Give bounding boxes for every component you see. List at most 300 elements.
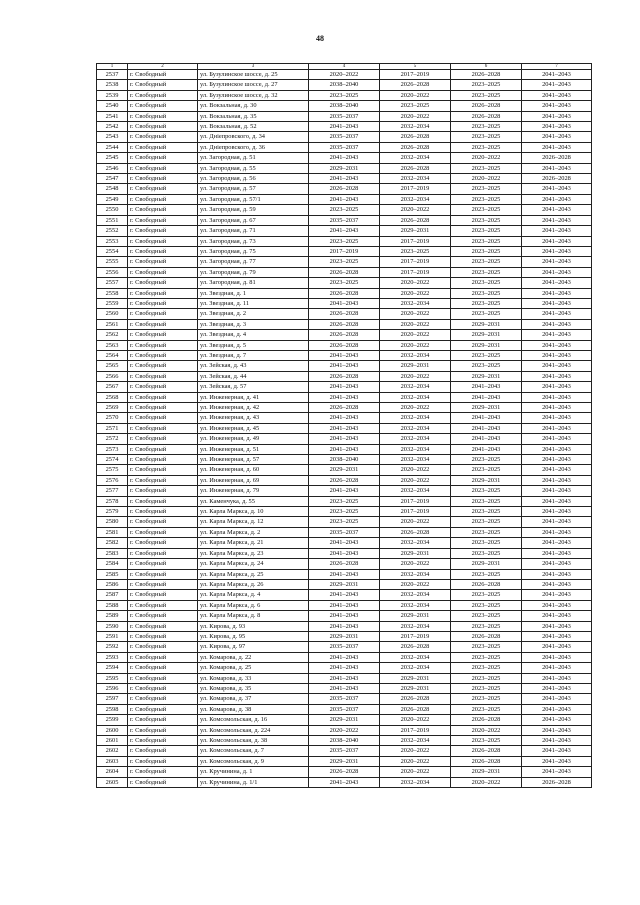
period-col7-cell: 2041–2043 [522,683,592,693]
period-col5-cell: 2029–2031 [380,683,451,693]
address-cell: ул. Загородная, д. 57 [198,184,309,194]
table-row [97,631,592,641]
period-col6-cell: 2023–2025 [451,288,522,298]
settlement-cell: г. Свободный [128,496,198,506]
settlement-cell: г. Свободный [128,486,198,496]
settlement-cell: г. Свободный [128,663,198,673]
table-row [97,122,592,132]
period-col6-cell: 2041–2043 [451,413,522,423]
table-row [97,683,592,693]
period-col6-cell: 2041–2043 [451,444,522,454]
row-number-cell: 2566 [97,371,128,381]
period-col7-cell: 2041–2043 [522,184,592,194]
period-col7-cell: 2041–2043 [522,600,592,610]
period-col5-cell: 2017–2019 [380,496,451,506]
period-col5-cell: 2020–2022 [380,319,451,329]
period-col4-cell: 2038–2040 [309,101,380,111]
table-row [97,715,592,725]
period-col4-cell: 2041–2043 [309,434,380,444]
row-number-cell: 2589 [97,611,128,621]
period-col6-cell: 2023–2025 [451,611,522,621]
table-row [97,132,592,142]
table-row [97,642,592,652]
address-cell: ул. Загородная, д. 59 [198,205,309,215]
row-number-cell: 2581 [97,527,128,537]
period-col7-cell: 2026–2028 [522,153,592,163]
settlement-cell: г. Свободный [128,132,198,142]
period-col5-cell: 2026–2028 [380,694,451,704]
settlement-cell: г. Свободный [128,746,198,756]
period-col7-cell: 2041–2043 [522,455,592,465]
settlement-cell: г. Свободный [128,715,198,725]
period-col6-cell: 2023–2025 [451,538,522,548]
period-col7-cell: 2041–2043 [522,475,592,485]
table-row [97,704,592,714]
period-col4-cell: 2023–2025 [309,507,380,517]
period-col5-cell: 2029–2031 [380,361,451,371]
period-col6-cell: 2020–2022 [451,777,522,787]
period-col5-cell: 2032–2034 [380,621,451,631]
period-col7-cell: 2041–2043 [522,621,592,631]
period-col6-cell: 2023–2025 [451,663,522,673]
period-col6-cell: 2020–2022 [451,174,522,184]
table-row [97,423,592,433]
row-number-cell: 2550 [97,205,128,215]
period-col5-cell: 2032–2034 [380,590,451,600]
period-col5-cell: 2032–2034 [380,600,451,610]
period-col6-cell: 2023–2025 [451,673,522,683]
period-col5-cell: 2029–2031 [380,548,451,558]
period-col6-cell: 2029–2031 [451,403,522,413]
period-col6-cell: 2041–2043 [451,434,522,444]
row-number-cell: 2574 [97,455,128,465]
address-cell: ул. Загородная, д. 67 [198,215,309,225]
address-cell: ул. Дніепровского, д. 34 [198,132,309,142]
settlement-cell: г. Свободный [128,278,198,288]
row-number-cell: 2576 [97,475,128,485]
period-col4-cell: 2035–2037 [309,527,380,537]
period-col7-cell: 2041–2043 [522,444,592,454]
address-cell: ул. Инженерная, д. 79 [198,486,309,496]
period-col4-cell: 2035–2037 [309,694,380,704]
period-col7-cell: 2041–2043 [522,236,592,246]
settlement-cell: г. Свободный [128,652,198,662]
row-number-cell: 2540 [97,101,128,111]
period-col4-cell: 2041–2043 [309,423,380,433]
period-col6-cell: 2023–2025 [451,278,522,288]
period-col5-cell: 2032–2034 [380,663,451,673]
table-row [97,507,592,517]
row-number-cell: 2556 [97,267,128,277]
period-col7-cell: 2041–2043 [522,278,592,288]
period-col6-cell: 2023–2025 [451,507,522,517]
table-row [97,288,592,298]
address-cell: ул. Комсомольская, д. 7 [198,746,309,756]
period-col5-cell: 2017–2019 [380,257,451,267]
row-number-cell: 2604 [97,767,128,777]
period-col4-cell: 2026–2028 [309,340,380,350]
address-cell: ул. Комарова, д. 25 [198,663,309,673]
row-number-cell: 2549 [97,194,128,204]
settlement-cell: г. Свободный [128,153,198,163]
address-cell: ул. Инженерная, д. 69 [198,475,309,485]
settlement-cell: г. Свободный [128,777,198,787]
table-row [97,413,592,423]
period-col5-cell: 2032–2034 [380,194,451,204]
address-cell: ул. Дніепровского, д. 36 [198,142,309,152]
table-row [97,142,592,152]
period-col7-cell: 2041–2043 [522,548,592,558]
period-col5-cell: 2017–2019 [380,725,451,735]
period-col7-cell: 2041–2043 [522,257,592,267]
address-cell: ул. Звездная, д. 1 [198,288,309,298]
row-number-cell: 2541 [97,111,128,121]
period-col6-cell: 2023–2025 [451,736,522,746]
settlement-cell: г. Свободный [128,70,198,80]
address-cell: ул. Кирова, д. 95 [198,631,309,641]
settlement-cell: г. Свободный [128,163,198,173]
period-col6-cell: 2041–2043 [451,423,522,433]
period-col5-cell: 2020–2022 [380,465,451,475]
column-header: 7 [522,64,592,70]
address-cell: ул. Комарова, д. 33 [198,673,309,683]
period-col7-cell: 2041–2043 [522,382,592,392]
period-col4-cell: 2038–2040 [309,455,380,465]
row-number-cell: 2559 [97,298,128,308]
settlement-cell: г. Свободный [128,621,198,631]
period-col4-cell: 2029–2031 [309,579,380,589]
row-number-cell: 2573 [97,444,128,454]
period-col7-cell: 2041–2043 [522,371,592,381]
period-col7-cell: 2041–2043 [522,767,592,777]
settlement-cell: г. Свободный [128,694,198,704]
address-cell: ул. Комарова, д. 38 [198,704,309,714]
settlement-cell: г. Свободный [128,423,198,433]
period-col6-cell: 2023–2025 [451,704,522,714]
period-col5-cell: 2017–2019 [380,236,451,246]
settlement-cell: г. Свободный [128,246,198,256]
settlement-cell: г. Свободный [128,111,198,121]
row-number-cell: 2572 [97,434,128,444]
period-col6-cell: 2029–2031 [451,475,522,485]
period-col7-cell: 2041–2043 [522,694,592,704]
address-cell: ул. Инженерная, д. 43 [198,413,309,423]
address-cell: ул. Карла Маркса, д. 26 [198,579,309,589]
period-col4-cell: 2026–2028 [309,184,380,194]
period-col4-cell: 2023–2025 [309,257,380,267]
table-row [97,226,592,236]
period-col4-cell: 2035–2037 [309,132,380,142]
table-row [97,475,592,485]
period-col7-cell: 2041–2043 [522,122,592,132]
period-col7-cell: 2041–2043 [522,569,592,579]
period-col4-cell: 2023–2025 [309,236,380,246]
period-col6-cell: 2029–2031 [451,371,522,381]
table-row [97,569,592,579]
period-col5-cell: 2020–2022 [380,205,451,215]
settlement-cell: г. Свободный [128,205,198,215]
table-row [97,590,592,600]
period-col5-cell: 2032–2034 [380,392,451,402]
period-col7-cell: 2041–2043 [522,319,592,329]
period-col4-cell: 2023–2025 [309,278,380,288]
table-row [97,496,592,506]
period-col7-cell: 2041–2043 [522,715,592,725]
period-col6-cell: 2023–2025 [451,600,522,610]
period-col6-cell: 2023–2025 [451,205,522,215]
housing-register-table [96,63,592,788]
period-col6-cell: 2041–2043 [451,382,522,392]
period-col4-cell: 2026–2028 [309,403,380,413]
settlement-cell: г. Свободный [128,350,198,360]
row-number-cell: 2592 [97,642,128,652]
period-col4-cell: 2026–2028 [309,309,380,319]
period-col5-cell: 2020–2022 [380,715,451,725]
period-col5-cell: 2026–2028 [380,527,451,537]
period-col5-cell: 2020–2022 [380,746,451,756]
period-col7-cell: 2041–2043 [522,746,592,756]
period-col5-cell: 2032–2034 [380,736,451,746]
period-col7-cell: 2041–2043 [522,559,592,569]
settlement-cell: г. Свободный [128,319,198,329]
row-number-cell: 2579 [97,507,128,517]
period-col4-cell: 2020–2022 [309,725,380,735]
period-col4-cell: 2023–2025 [309,517,380,527]
period-col6-cell: 2023–2025 [451,309,522,319]
period-col7-cell: 2041–2043 [522,226,592,236]
period-col5-cell: 2017–2019 [380,70,451,80]
table-row [97,371,592,381]
table-row [97,361,592,371]
period-col4-cell: 2041–2043 [309,621,380,631]
table-row [97,184,592,194]
address-cell: ул. Кручинина, д. 1 [198,767,309,777]
period-col7-cell: 2041–2043 [522,423,592,433]
period-col5-cell: 2023–2025 [380,101,451,111]
address-cell: ул. Карла Маркса, д. 8 [198,611,309,621]
period-col7-cell: 2041–2043 [522,736,592,746]
row-number-cell: 2555 [97,257,128,267]
address-cell: ул. Инженерная, д. 49 [198,434,309,444]
table-row [97,80,592,90]
period-col7-cell: 2041–2043 [522,350,592,360]
table-row [97,403,592,413]
period-col4-cell: 2029–2031 [309,756,380,766]
table-row [97,246,592,256]
period-col7-cell: 2041–2043 [522,361,592,371]
settlement-cell: г. Свободный [128,611,198,621]
period-col6-cell: 2023–2025 [451,621,522,631]
row-number-cell: 2580 [97,517,128,527]
period-col6-cell: 2029–2031 [451,330,522,340]
address-cell: ул. Загородная, д. 51 [198,153,309,163]
period-col5-cell: 2017–2019 [380,507,451,517]
period-col4-cell: 2026–2028 [309,767,380,777]
period-col6-cell: 2023–2025 [451,215,522,225]
period-col7-cell: 2041–2043 [522,527,592,537]
table-row [97,434,592,444]
row-number-cell: 2601 [97,736,128,746]
period-col7-cell: 2041–2043 [522,70,592,80]
period-col6-cell: 2026–2028 [451,111,522,121]
settlement-cell: г. Свободный [128,538,198,548]
table-row [97,382,592,392]
row-number-cell: 2562 [97,330,128,340]
period-col7-cell: 2041–2043 [522,725,592,735]
period-col5-cell: 2032–2034 [380,350,451,360]
table-row [97,527,592,537]
period-col4-cell: 2029–2031 [309,465,380,475]
period-col7-cell: 2041–2043 [522,673,592,683]
period-col5-cell: 2020–2022 [380,330,451,340]
period-col5-cell: 2017–2019 [380,267,451,277]
address-cell: ул. Загородная, д. 75 [198,246,309,256]
period-col4-cell: 2041–2043 [309,652,380,662]
period-col5-cell: 2020–2022 [380,309,451,319]
period-col5-cell: 2032–2034 [380,777,451,787]
address-cell: ул. Вокзальная, д. 30 [198,101,309,111]
page-number: 48 [316,34,324,43]
period-col4-cell: 2038–2040 [309,80,380,90]
settlement-cell: г. Свободный [128,444,198,454]
address-cell: ул. Карла Маркса, д. 4 [198,590,309,600]
table-row [97,350,592,360]
period-col4-cell: 2041–2043 [309,382,380,392]
address-cell: ул. Инженерная, д. 41 [198,392,309,402]
period-col7-cell: 2041–2043 [522,611,592,621]
period-col7-cell: 2041–2043 [522,142,592,152]
table-row [97,736,592,746]
period-col5-cell: 2032–2034 [380,382,451,392]
period-col6-cell: 2023–2025 [451,527,522,537]
settlement-cell: г. Свободный [128,725,198,735]
address-cell: ул. Бузулинское шоссе, д. 32 [198,90,309,100]
row-number-cell: 2567 [97,382,128,392]
period-col6-cell: 2023–2025 [451,236,522,246]
period-col5-cell: 2032–2034 [380,434,451,444]
period-col4-cell: 2041–2043 [309,663,380,673]
settlement-cell: г. Свободный [128,80,198,90]
settlement-cell: г. Свободный [128,507,198,517]
row-number-cell: 2564 [97,350,128,360]
period-col6-cell: 2029–2031 [451,767,522,777]
period-col4-cell: 2041–2043 [309,683,380,693]
address-cell: ул. Бузулинское шоссе, д. 27 [198,80,309,90]
row-number-cell: 2596 [97,683,128,693]
period-col6-cell: 2023–2025 [451,142,522,152]
address-cell: ул. Загородная, д. 71 [198,226,309,236]
row-number-cell: 2586 [97,579,128,589]
row-number-cell: 2560 [97,309,128,319]
settlement-cell: г. Свободный [128,194,198,204]
address-cell: ул. Карла Маркса, д. 25 [198,569,309,579]
period-col4-cell: 2041–2043 [309,611,380,621]
row-number-cell: 2539 [97,90,128,100]
row-number-cell: 2578 [97,496,128,506]
period-col4-cell: 2041–2043 [309,122,380,132]
period-col7-cell: 2041–2043 [522,704,592,714]
table-row [97,600,592,610]
period-col7-cell: 2041–2043 [522,496,592,506]
period-col6-cell: 2023–2025 [451,132,522,142]
period-col7-cell: 2041–2043 [522,663,592,673]
column-header: 4 [309,64,380,70]
address-cell: ул. Карла Маркса, д. 10 [198,507,309,517]
period-col6-cell: 2023–2025 [451,257,522,267]
address-cell: ул. Комарова, д. 37 [198,694,309,704]
settlement-cell: г. Свободный [128,579,198,589]
period-col5-cell: 2020–2022 [380,403,451,413]
table-row [97,746,592,756]
table-row [97,267,592,277]
period-col6-cell: 2029–2031 [451,340,522,350]
period-col5-cell: 2020–2022 [380,90,451,100]
settlement-cell: г. Свободный [128,257,198,267]
address-cell: ул. Карла Маркса, д. 2 [198,527,309,537]
period-col7-cell: 2041–2043 [522,288,592,298]
address-cell: ул. Инженерная, д. 57 [198,455,309,465]
period-col7-cell: 2041–2043 [522,434,592,444]
period-col6-cell: 2023–2025 [451,163,522,173]
period-col5-cell: 2020–2022 [380,278,451,288]
period-col4-cell: 2035–2037 [309,746,380,756]
row-number-cell: 2577 [97,486,128,496]
period-col6-cell: 2023–2025 [451,683,522,693]
settlement-cell: г. Свободный [128,413,198,423]
period-col7-cell: 2041–2043 [522,205,592,215]
table-body [97,70,592,788]
settlement-cell: г. Свободный [128,267,198,277]
row-number-cell: 2544 [97,142,128,152]
table-row [97,101,592,111]
period-col4-cell: 2041–2043 [309,153,380,163]
table-row [97,215,592,225]
period-col5-cell: 2029–2031 [380,673,451,683]
table-row [97,663,592,673]
address-cell: ул. Загородная, д. 73 [198,236,309,246]
row-number-cell: 2598 [97,704,128,714]
row-number-cell: 2571 [97,423,128,433]
period-col4-cell: 2041–2043 [309,548,380,558]
settlement-cell: г. Свободный [128,298,198,308]
period-col5-cell: 2017–2019 [380,184,451,194]
period-col5-cell: 2023–2025 [380,246,451,256]
period-col5-cell: 2029–2031 [380,226,451,236]
period-col6-cell: 2026–2028 [451,101,522,111]
settlement-cell: г. Свободный [128,184,198,194]
period-col6-cell: 2026–2028 [451,70,522,80]
row-number-cell: 2582 [97,538,128,548]
period-col5-cell: 2026–2028 [380,132,451,142]
period-col7-cell: 2041–2043 [522,507,592,517]
period-col4-cell: 2026–2028 [309,330,380,340]
period-col6-cell: 2023–2025 [451,80,522,90]
address-cell: ул. Вокзальная, д. 52 [198,122,309,132]
period-col6-cell: 2023–2025 [451,517,522,527]
period-col5-cell: 2032–2034 [380,298,451,308]
period-col5-cell: 2026–2028 [380,704,451,714]
row-number-cell: 2575 [97,465,128,475]
settlement-cell: г. Свободный [128,226,198,236]
table-row [97,486,592,496]
row-number-cell: 2605 [97,777,128,787]
period-col6-cell: 2026–2028 [451,746,522,756]
row-number-cell: 2542 [97,122,128,132]
row-number-cell: 2585 [97,569,128,579]
row-number-cell: 2558 [97,288,128,298]
address-cell: ул. Комсомольская, д. 38 [198,736,309,746]
address-cell: ул. Комарова, д. 22 [198,652,309,662]
